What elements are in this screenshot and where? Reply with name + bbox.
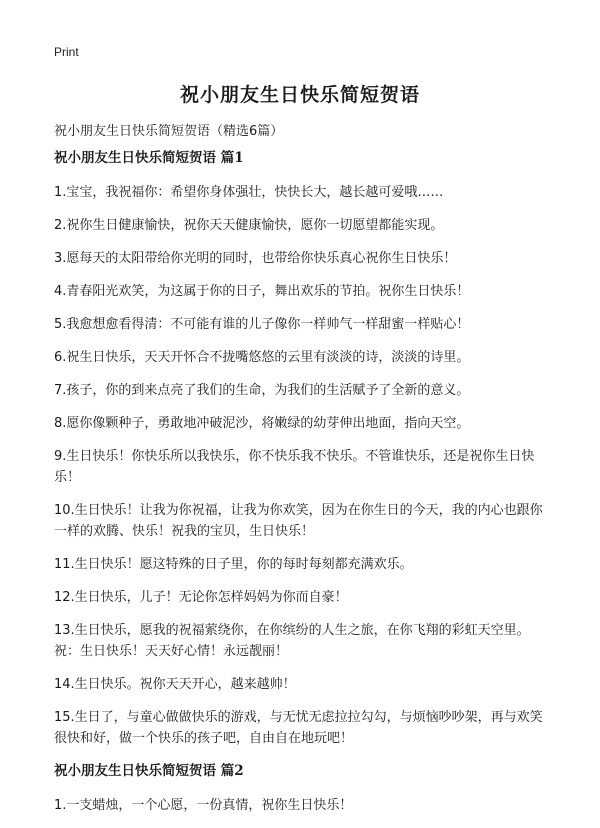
page-title: 祝小朋友生日快乐简短贺语 bbox=[179, 84, 420, 106]
list-item: 14.生日快乐。祝你天天开心，越来越帅！ bbox=[54, 677, 296, 692]
document-body bbox=[54, 148, 554, 828]
list-item: 9.生日快乐！你快乐所以我快乐，你不快乐我不快乐。不管谁快乐，还是祝你生日快乐！ bbox=[54, 449, 535, 485]
list-item: 8.愿你像颗种子，勇敢地冲破泥沙，将嫩绿的幼芽伸出地面，指向天空。 bbox=[54, 416, 470, 431]
list-item: 2.祝你生日健康愉快，祝你天天健康愉快，愿你一切愿望都能实现。 bbox=[54, 218, 444, 233]
list-item: 7.孩子，你的到来点亮了我们的生命，为我们的生活赋予了全新的意义。 bbox=[54, 383, 470, 398]
list-item: 11.生日快乐！愿这特殊的日子里，你的每时每刻都充满欢乐。 bbox=[54, 557, 413, 572]
list-item: 13.生日快乐，愿我的祝福萦绕你，在你缤纷的人生之旅，在你飞翔的彩虹天空里。祝：生日快乐！天天好心情！永远靓丽！ bbox=[54, 623, 530, 659]
list-item: 15.生日了，与童心做做快乐的游戏，与无忧无虑拉拉勾勾，与烦恼吵吵架，再与欢笑很快和好，做一个快乐的孩子吧，自由自在地玩吧！ bbox=[54, 710, 543, 746]
list-item: 1.一支蜡烛，一个心愿，一份真情，祝你生日快乐！ bbox=[54, 798, 353, 813]
list-item: 3.愿每天的太阳带给你光明的同时，也带给你快乐真心祝你生日快乐！ bbox=[54, 251, 457, 266]
list-item: 6.祝生日快乐，天天开怀合不拢嘴悠悠的云里有淡淡的诗，淡淡的诗里。 bbox=[54, 350, 470, 365]
list-item: 5.我愈想愈看得清：不可能有谁的儿子像你一样帅气一样甜蜜一样贴心！ bbox=[54, 317, 470, 332]
document-subtitle: 祝小朋友生日快乐简短贺语（精选6篇） bbox=[54, 124, 284, 139]
list-item: 4.青春阳光欢笑，为这属于你的日子，舞出欢乐的节拍。祝你生日快乐！ bbox=[54, 284, 470, 299]
list-item: 1.宝宝，我祝福你：希望你身体强壮，快快长大，越长越可爱哦…… bbox=[54, 185, 444, 200]
list-item: 10.生日快乐！让我为你祝福，让我为你欢笑，因为在你生日的今天，我的内心也跟你一样的欢腾、快乐！祝我的宝贝，生日快乐！ bbox=[54, 503, 543, 539]
section-heading-1: 祝小朋友生日快乐简短贺语 篇1 bbox=[54, 150, 244, 166]
print-link[interactable]: Print bbox=[54, 45, 79, 59]
section-heading-2: 祝小朋友生日快乐简短贺语 篇2 bbox=[54, 763, 244, 779]
list-item: 12.生日快乐，儿子！无论你怎样妈妈为你而自豪！ bbox=[54, 590, 348, 605]
